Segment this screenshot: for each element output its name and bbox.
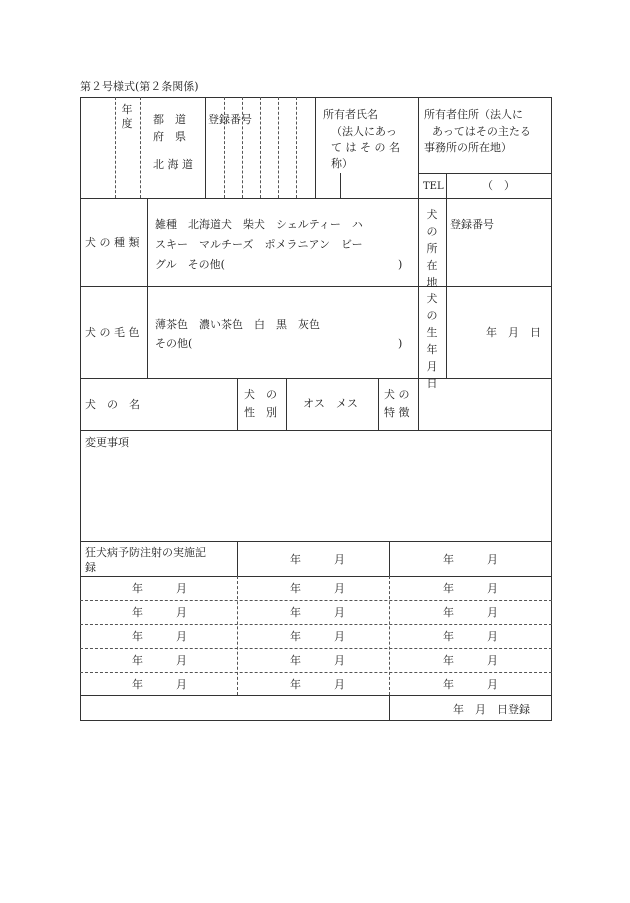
year-label: 年度 xyxy=(121,103,133,130)
owner-address-label: 所有者住所（法人に xyxy=(424,108,523,121)
prefecture-label: 都 道 xyxy=(153,113,186,126)
registration-number-label: 登録番号 xyxy=(208,113,252,126)
vaccination-date: 年 月 xyxy=(290,678,345,691)
vaccination-date: 年 月 xyxy=(443,678,498,691)
vaccination-date: 年 月 xyxy=(290,630,345,643)
prefecture-label-2: 府 県 xyxy=(153,130,186,143)
vaccination-date: 年 月 xyxy=(290,654,345,667)
breed-options-3: グル その他( xyxy=(155,258,225,271)
dog-location-label: 犬の所在地 xyxy=(426,208,438,289)
breed-options-1: 雑種 北海道犬 柴犬 シェルティー ハ xyxy=(155,218,363,231)
rabies-vaccination-label: 狂犬病予防注射の実施記 xyxy=(85,546,206,559)
vaccination-date: 年 月 xyxy=(443,553,498,566)
owner-address-note-2: 事務所の所在地） xyxy=(424,141,512,154)
owner-name-note-2: て は そ の 名 xyxy=(331,141,400,154)
registration-date: 年 月 日登録 xyxy=(453,703,530,716)
rabies-vaccination-label-2: 録 xyxy=(85,561,96,574)
coat-color-options: 薄茶色 濃い茶色 白 黒 灰色 xyxy=(155,318,320,331)
owner-name-note-1: （法人にあっ xyxy=(331,125,397,138)
coat-color-other: その他( xyxy=(155,337,193,350)
vaccination-date: 年 月 xyxy=(443,606,498,619)
breed-options-2: スキー マルチーズ ポメラニアン ビー xyxy=(155,238,363,251)
breed-label: 犬 の 種 類 xyxy=(85,236,140,249)
vaccination-date: 年 月 xyxy=(443,582,498,595)
form-title: 第２号様式(第２条関係) xyxy=(80,80,199,93)
owner-name-note-3: 称） xyxy=(331,157,353,170)
sex-label-2: 性 別 xyxy=(244,406,277,419)
vaccination-date: 年 月 xyxy=(443,654,498,667)
tel-label: TEL xyxy=(423,181,444,192)
birth-date-value: 年 月 日 xyxy=(486,326,541,339)
feature-label: 犬 の xyxy=(384,388,410,401)
sex-options: オス メス xyxy=(303,397,358,410)
vaccination-date: 年 月 xyxy=(443,630,498,643)
vaccination-date: 年 月 xyxy=(290,553,345,566)
changes-label: 変更事項 xyxy=(85,436,129,449)
coat-other-close: ) xyxy=(398,337,403,350)
vaccination-date: 年 月 xyxy=(290,582,345,595)
vaccination-date: 年 月 xyxy=(132,678,187,691)
coat-color-label: 犬 の 毛 色 xyxy=(85,326,140,339)
vaccination-date: 年 月 xyxy=(132,654,187,667)
breed-other-close: ) xyxy=(398,258,403,271)
location-registration-number-label: 登録番号 xyxy=(450,218,494,231)
vaccination-date: 年 月 xyxy=(290,606,345,619)
owner-name-label: 所有者氏名 xyxy=(323,108,378,121)
feature-label-2: 特 徴 xyxy=(384,406,410,419)
vaccination-date: 年 月 xyxy=(132,630,187,643)
owner-address-note-1: あってはその主たる xyxy=(432,125,531,138)
hokkaido-label: 北 海 道 xyxy=(153,158,193,171)
dog-name-label: 犬 の 名 xyxy=(85,398,140,411)
vaccination-date: 年 月 xyxy=(132,582,187,595)
tel-paren: （ ） xyxy=(482,179,515,192)
vaccination-date: 年 月 xyxy=(132,606,187,619)
sex-label: 犬 の xyxy=(244,388,277,401)
dog-birth-date-label: 犬の生年月日 xyxy=(426,292,438,390)
